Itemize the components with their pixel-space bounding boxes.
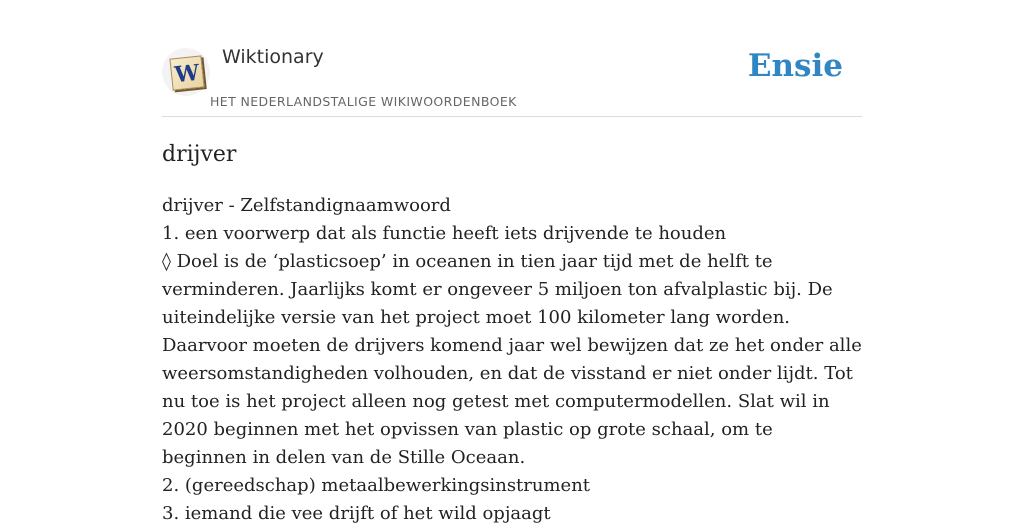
definition-3: 3. iemand die vee drijft of het wild opjaagt <box>162 503 551 524</box>
wiktionary-logo-icon[interactable] <box>162 48 210 96</box>
entry-heading: drijver - Zelfstandignaamwoord <box>162 195 451 216</box>
page-title: drijver <box>162 142 237 167</box>
entry-body <box>162 192 862 528</box>
logo-letter: W <box>173 59 201 89</box>
definition-2: 2. (gereedschap) metaalbewerkingsinstrument <box>162 475 591 496</box>
site-tagline: HET NEDERLANDSTALIGE WIKIWOORDENBOEK <box>210 94 517 109</box>
site-name-link[interactable]: Wiktionary <box>222 46 324 68</box>
example-quote: ◊ Doel is de ‘plasticsoep’ in oceanen in tien jaar tijd met de helft te verminderen. Jaarlijks komt er ongeveer 5 miljoen ton afvalplastic bij. De uiteindelijke versie van het project moet 100 kilometer lang worden. Daarvoor moeten de drijvers komend jaar wel bewijzen dat ze het onder alle weersomstandigheden volhouden, en dat de visstand er niet onder lijdt. Tot nu toe is het project alleen nog getest met computermodellen. Slat wil in 2020 beginnen met het opvissen van plastic op grote schaal, om te beginnen in delen van de Stille Oceaan. <box>162 251 862 468</box>
entry-content <box>162 140 862 528</box>
logo-tile <box>169 55 204 90</box>
definition-1: 1. een voorwerp dat als functie heeft iets drijvende te houden <box>162 223 727 244</box>
ensie-brand-link[interactable]: Ensie <box>747 48 843 84</box>
site-header <box>162 44 862 117</box>
